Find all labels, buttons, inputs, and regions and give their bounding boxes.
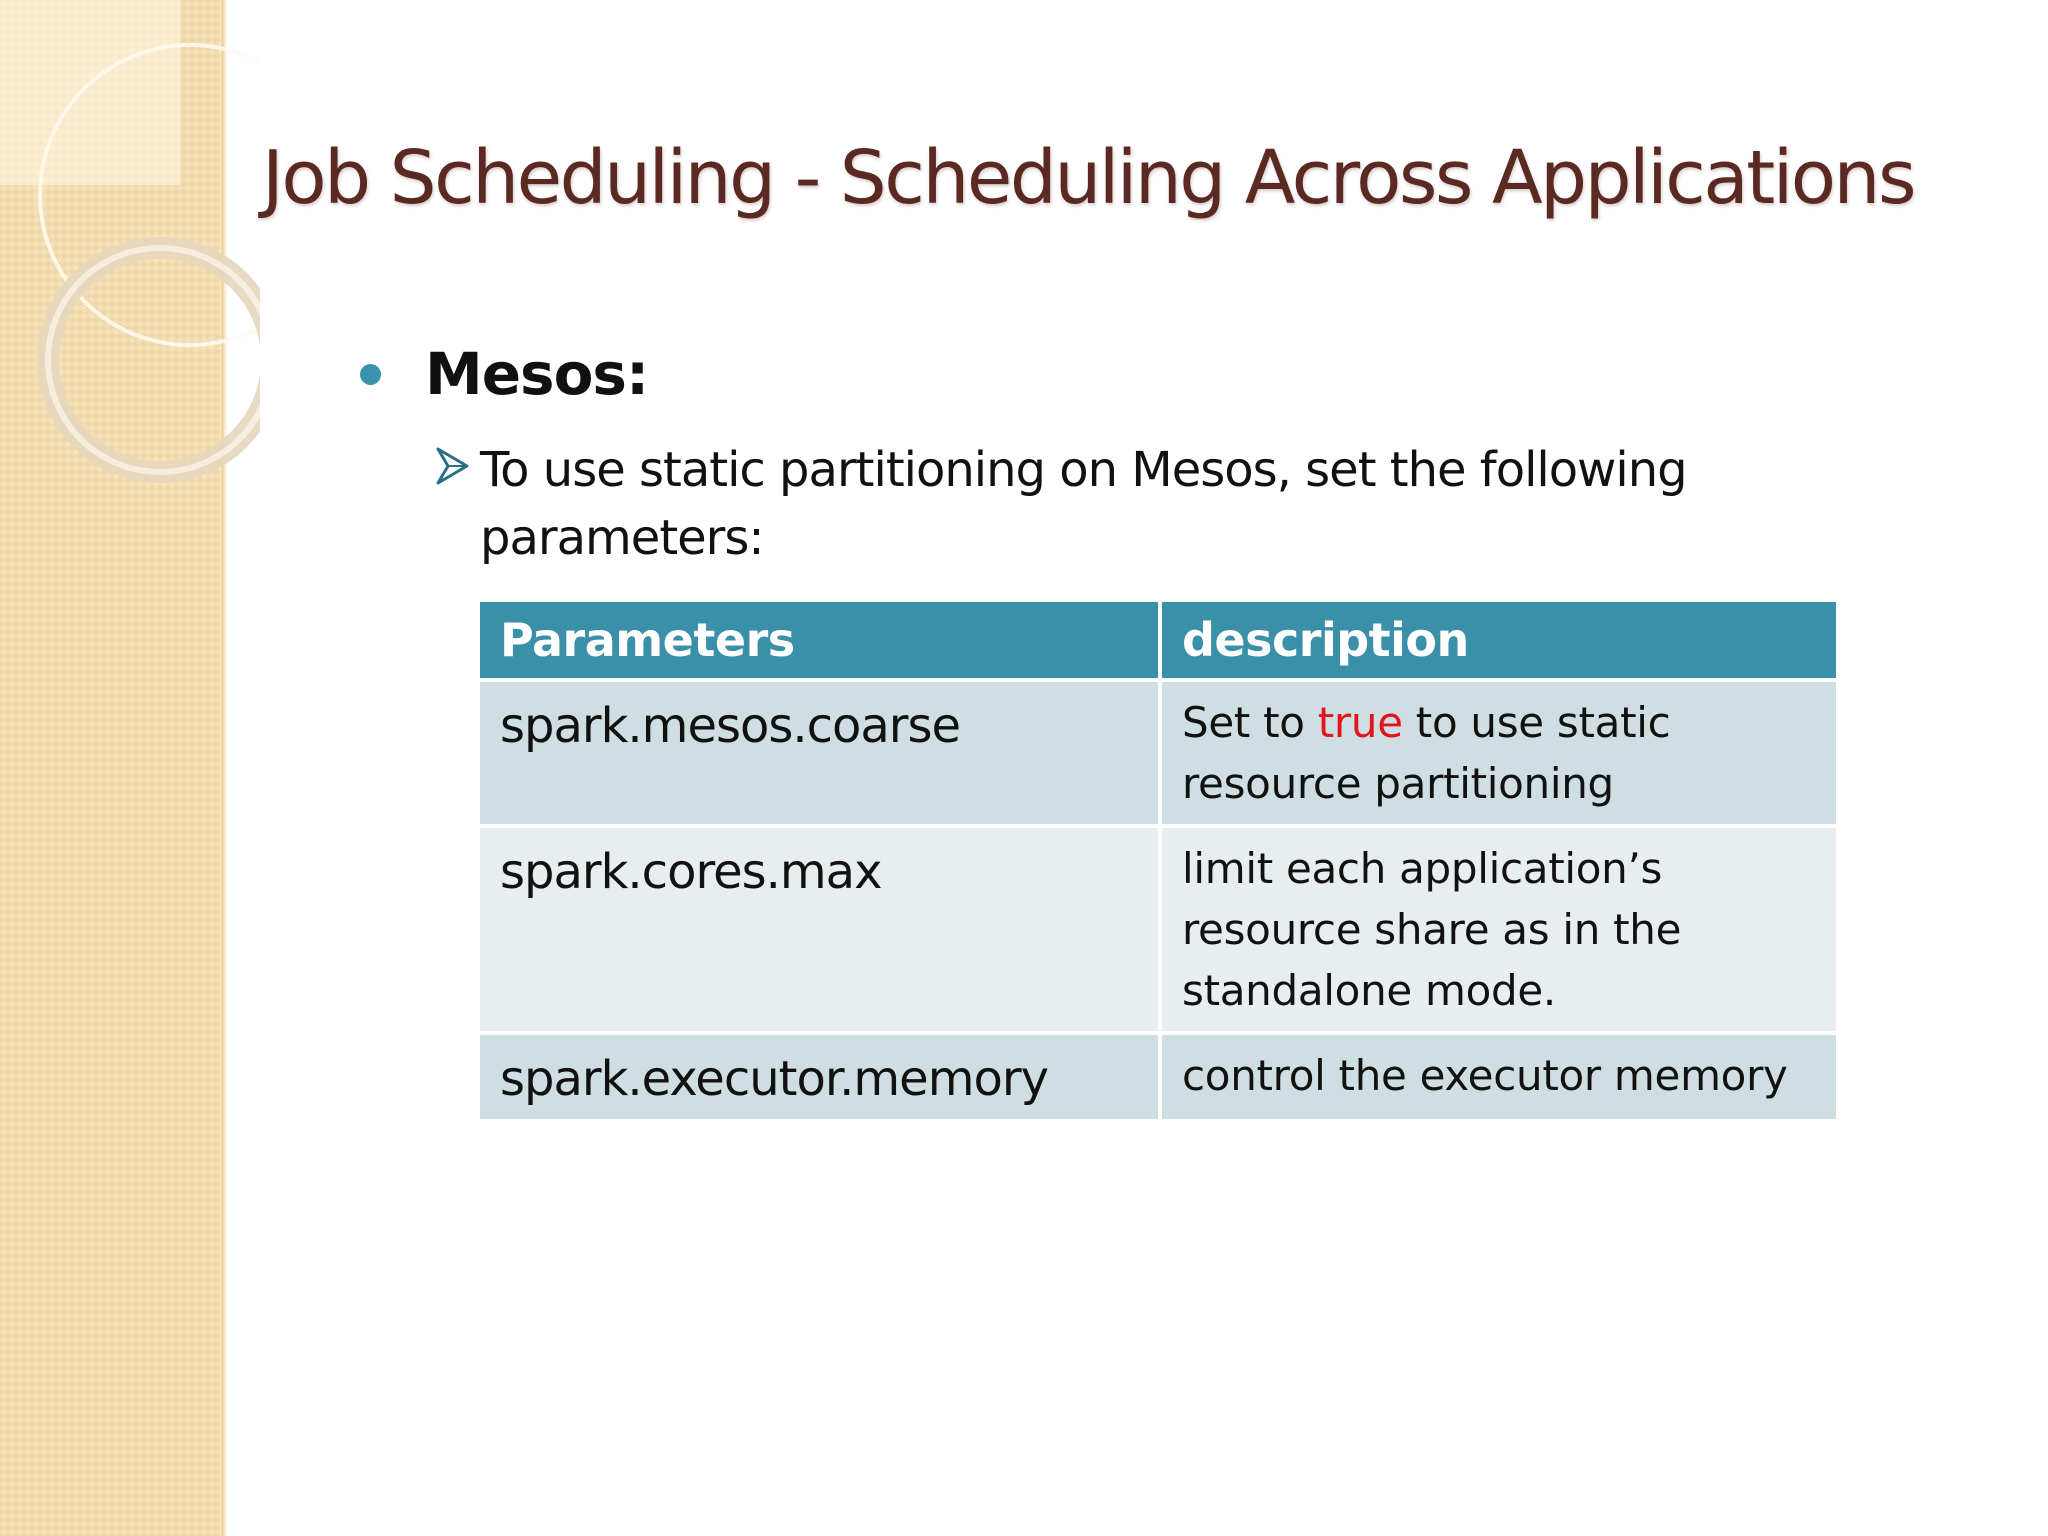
desc-text: control the executor memory [1182, 1051, 1788, 1100]
table-row [478, 1033, 1838, 1121]
desc-highlight: true [1317, 698, 1403, 747]
bullet-mesos [360, 340, 648, 408]
desc-text: limit each application’s resource share as in the standalone mode. [1182, 844, 1682, 1015]
param-description [1160, 680, 1838, 826]
header-description: description [1160, 600, 1838, 680]
param-description [1160, 1033, 1838, 1121]
table-row [478, 826, 1838, 1033]
parameters-table [476, 598, 1840, 1123]
sub-bullet-text: To use static partitioning on Mesos, set the following parameters: [480, 442, 1687, 566]
table-header-row [478, 600, 1838, 680]
decorative-rings-icon [0, 0, 260, 520]
arrow-bullet-icon [434, 436, 480, 491]
header-parameters: Parameters [478, 600, 1160, 680]
desc-text-after: to use static resource partitioning [1182, 698, 1671, 808]
param-name: spark.executor.memory [478, 1033, 1160, 1121]
param-name: spark.cores.max [478, 826, 1160, 1033]
param-name: spark.mesos.coarse [478, 680, 1160, 826]
sub-bullet [434, 436, 1734, 572]
bullet-dot-icon [360, 364, 381, 385]
bullet-label: Mesos: [425, 340, 649, 408]
table-row [478, 680, 1838, 826]
slide-title: Job Scheduling - Scheduling Across Applications [262, 135, 1914, 221]
desc-text: Set to [1182, 698, 1318, 747]
param-description [1160, 826, 1838, 1033]
